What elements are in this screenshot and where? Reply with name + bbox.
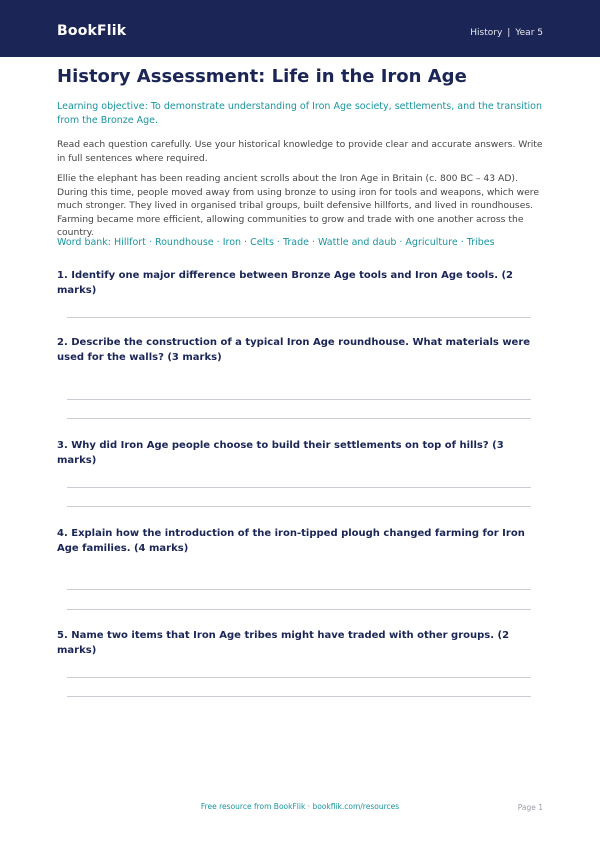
question-2: 2. Describe the construction of a typical Iron Age roundhouse. What materials were used for the walls? (3 marks) bbox=[57, 337, 531, 363]
answer-line[interactable] bbox=[67, 487, 531, 488]
subject-label: History bbox=[470, 28, 503, 38]
footer-resource-link[interactable]: Free resource from BookFlik · bookflik.com/resources bbox=[200, 802, 400, 811]
answer-line[interactable] bbox=[67, 506, 531, 507]
answer-line[interactable] bbox=[67, 589, 531, 590]
answer-line[interactable] bbox=[67, 609, 531, 610]
answer-line[interactable] bbox=[67, 317, 531, 318]
page-number: Page 1 bbox=[517, 803, 543, 812]
header-meta bbox=[470, 28, 543, 38]
answer-line[interactable] bbox=[67, 399, 531, 400]
answer-line[interactable] bbox=[67, 677, 531, 678]
year-label: Year 5 bbox=[515, 28, 543, 38]
instructions-text: Read each question carefully. Use your historical knowledge to provide clear and accurate answers. Write in full sentences where required. bbox=[57, 139, 543, 164]
brand-logo[interactable]: BookFlik bbox=[57, 23, 127, 39]
question-3: 3. Why did Iron Age people choose to build their settlements on top of hills? (3 marks) bbox=[57, 440, 504, 466]
question-4: 4. Explain how the introduction of the iron-tipped plough changed farming for Iron Age families. (4 marks) bbox=[57, 528, 525, 554]
question-1: 1. Identify one major difference between Bronze Age tools and Iron Age tools. (2 marks) bbox=[57, 270, 513, 296]
answer-line[interactable] bbox=[67, 418, 531, 419]
meta-separator: | bbox=[507, 28, 511, 38]
passage-text: Ellie the elephant has been reading ancient scrolls about the Iron Age in Britain (c. 800 BC – 43 AD). During this time, people moved away from using bronze to using iron for tools and weapons, which were much stronger. They lived in organised tribal groups, built defensive hillforts, and lived in roundhouses. Farming became more efficient, allowing communities to grow and trade with one another across the country. bbox=[57, 173, 539, 238]
question-5: 5. Name two items that Iron Age tribes might have traded with other groups. (2 marks) bbox=[57, 630, 510, 656]
answer-line[interactable] bbox=[67, 696, 531, 697]
header-bar bbox=[0, 0, 600, 57]
page-title: History Assessment: Life in the Iron Age bbox=[57, 66, 467, 87]
learning-objective: Learning objective: To demonstrate understanding of Iron Age society, settlements, and the transition from the Bronze Age. bbox=[57, 101, 543, 126]
word-bank: Word bank: Hillfort · Roundhouse · Iron · Celts · Trade · Wattle and daub · Agriculture · Tribes bbox=[57, 237, 495, 248]
